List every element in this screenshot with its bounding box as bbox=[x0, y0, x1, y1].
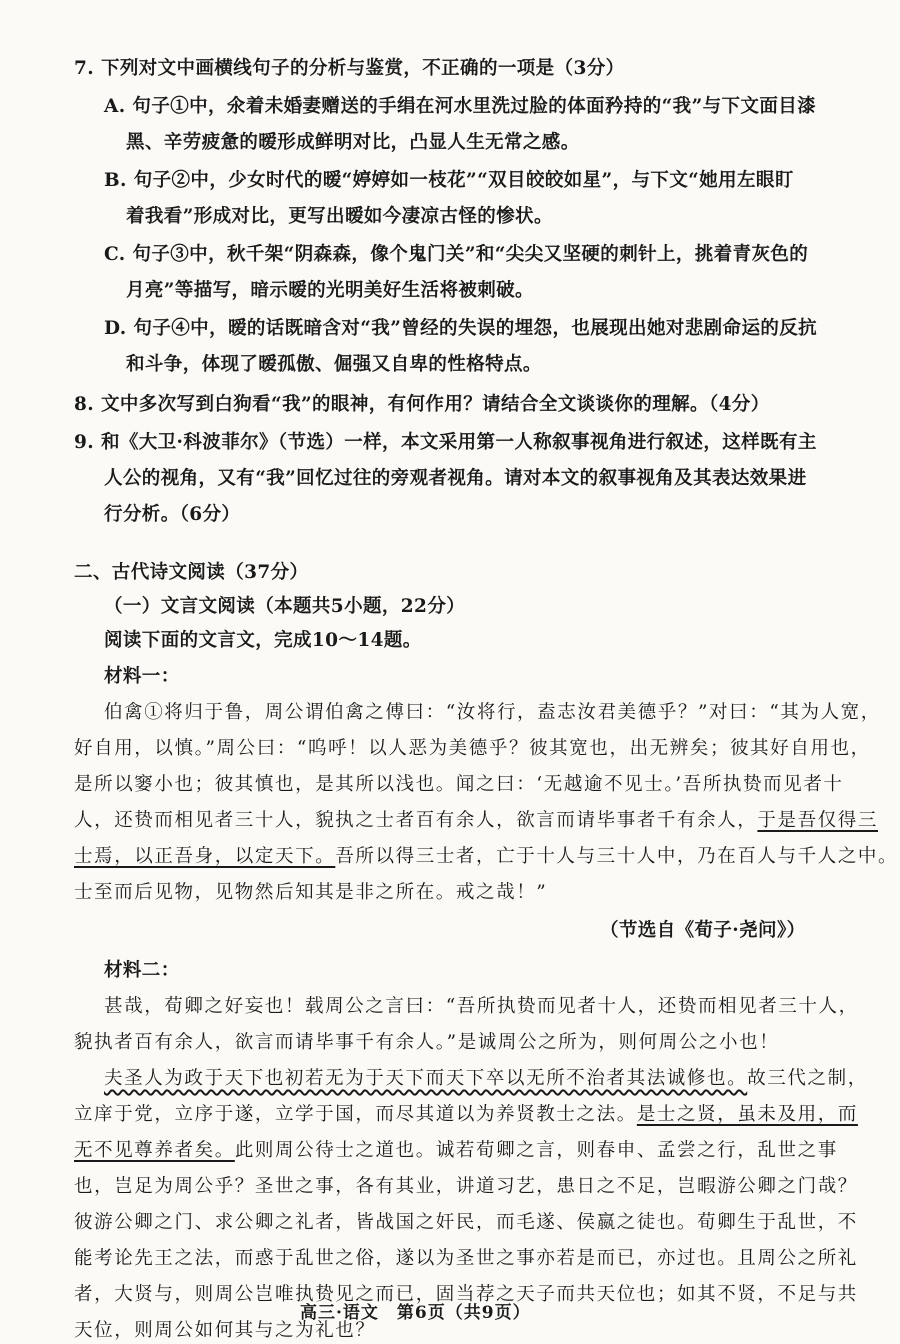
q7-option-d-line1: D. 句子④中，暧的话既暗含对“我”曾经的失误的埋怨，也展现出她对悲剧命运的反抗 bbox=[104, 318, 818, 339]
q9-line2: 人公的视角，又有“我”回忆过往的旁观者视角。请对本文的叙事视角及其表达效果进 bbox=[104, 468, 807, 489]
material1-line2: 好自用，以慎。”周公曰：“呜呼！以人恶为美德乎？彼其宽也，出无辨矣；彼其好自用也， bbox=[74, 738, 871, 759]
q7-option-d-line2: 和斗争，体现了暧孤傲、倔强又自卑的性格特点。 bbox=[126, 354, 542, 375]
underlined-sentence-2a: 是士之贤，虽未及用，而 bbox=[636, 1104, 858, 1125]
material1-source: （节选自《荀子·尧问》） bbox=[600, 920, 806, 941]
material2-line9: 者，大贤与，则周公岂唯执贽见之而已，固当荐之天子而共天位也；如其不贤，不足与共 bbox=[74, 1284, 858, 1305]
material2-line3 bbox=[104, 1066, 868, 1092]
section2-title: 二、古代诗文阅读（37分） bbox=[74, 562, 309, 583]
underlined-sentence-2b: 无不见尊养者矣。 bbox=[74, 1140, 235, 1161]
q7-option-c-line1: C. 句子③中，秋千架“阴森森，像个鬼门关”和“尖尖又坚硬的刺针上，挑着青灰色的 bbox=[104, 244, 809, 265]
material1-line4-text: 人，还贽而相见者三十人，貌执之士者百有余人，欲言而请毕事者千有余人， bbox=[74, 810, 758, 831]
material1-line5-text: 吾所以得三士者，亡于十人与三十人中，乃在百人与千人之中。 bbox=[335, 846, 899, 867]
material2-line3-text: 故三代之制， bbox=[747, 1068, 868, 1089]
material2-line2: 貌执者百有余人，欲言而请毕事千有余人。”是诚周公之所为，则何周公之小也！ bbox=[74, 1032, 780, 1053]
material1-label: 材料一： bbox=[104, 666, 180, 687]
material2-line4-text: 立庠于党，立序于遂，立学于国，而尽其道以为养贤教士之法。 bbox=[74, 1104, 637, 1125]
material2-line8: 能考论先王之法，而惑于乱世之俗，遂以为圣世之事亦若是而已，亦过也。且周公之所礼 bbox=[74, 1248, 858, 1269]
underlined-sentence-1b: 士焉，以正吾身，以定天下。 bbox=[74, 846, 336, 867]
q7-option-b-line2: 着我看”形成对比，更写出暧如今凄凉古怪的惨状。 bbox=[126, 206, 553, 227]
q8-text: 8. 文中多次写到白狗看“我”的眼神，有何作用？请结合全文谈谈你的理解。（4分） bbox=[74, 394, 770, 415]
material1-line5 bbox=[74, 844, 898, 870]
material2-line7: 彼游公卿之门、求公卿之礼者，皆战国之奸民，而毛遂、侯嬴之徒也。荀卿生于乱世，不 bbox=[74, 1212, 858, 1233]
q7-option-b-line1: B. 句子②中，少女时代的暧“婷婷如一枝花”“双目皎皎如星”，与下文“她用左眼盯 bbox=[104, 170, 794, 191]
material1-line3: 是所以窭小也；彼其慎也，是其所以浅也。闻之曰：‘无越逾不见士。’吾所执贽而见者十 bbox=[74, 774, 844, 795]
underlined-sentence-1a: 于是吾仅得三 bbox=[757, 810, 879, 831]
q7-option-c-line2: 月亮”等描写，暗示暧的光明美好生活将被刺破。 bbox=[126, 280, 534, 301]
q9-line1: 9. 和《大卫·科波菲尔》（节选）一样，本文采用第一人称叙事视角进行叙述，这样既有主 bbox=[74, 432, 817, 453]
page-footer: 高三·语文 第6页（共9页） bbox=[300, 1303, 531, 1323]
material2-label: 材料二： bbox=[104, 960, 180, 981]
q7-option-a-line1: A. 句子①中，氽着未婚妻赠送的手绢在河水里洗过脸的体面矜持的“我”与下文面目漆 bbox=[104, 96, 817, 117]
material2-line1: 甚哉，荀卿之好妄也！载周公之言曰：“吾所执贽而见者十人，还贽而相见者三十人， bbox=[104, 996, 859, 1017]
section2-instruction: 阅读下面的文言文，完成10～14题。 bbox=[104, 630, 422, 651]
material2-line4 bbox=[74, 1102, 858, 1128]
section2-subtitle: （一）文言文阅读（本题共5小题，22分） bbox=[104, 596, 466, 617]
material2-line5 bbox=[74, 1138, 838, 1164]
material2-line6: 也，岂足为周公乎？圣世之事，各有其业，讲道习艺，患日之不足，岂暇游公卿之门哉？ bbox=[74, 1176, 858, 1197]
q7-option-a-line2: 黑、辛劳疲惫的暧形成鲜明对比，凸显人生无常之感。 bbox=[126, 132, 580, 153]
q9-line3: 行分析。（6分） bbox=[104, 504, 241, 525]
material2-line5-text: 此则周公待士之道也。诚若荀卿之言，则春申、孟尝之行，乱世之事 bbox=[234, 1140, 838, 1161]
material2-line10: 天位，则周公如何其与之为礼也？ bbox=[74, 1320, 376, 1341]
material1-line4 bbox=[74, 808, 878, 834]
q7-stem: 7. 下列对文中画横线句子的分析与鉴赏，不正确的一项是（3分） bbox=[74, 58, 625, 79]
material1-line6: 士至而后见物，见物然后知其是非之所在。戒之哉！” bbox=[74, 882, 548, 903]
wavy-underlined-sentence: 夫圣人为政于天下也初若无为于天下而天下卒以无所不治者其法诚修也。 bbox=[104, 1068, 748, 1089]
material1-line1: 伯禽①将归于鲁，周公谓伯禽之傅曰：“汝将行，盍志汝君美德乎？”对曰：“其为人宽， bbox=[104, 702, 881, 723]
